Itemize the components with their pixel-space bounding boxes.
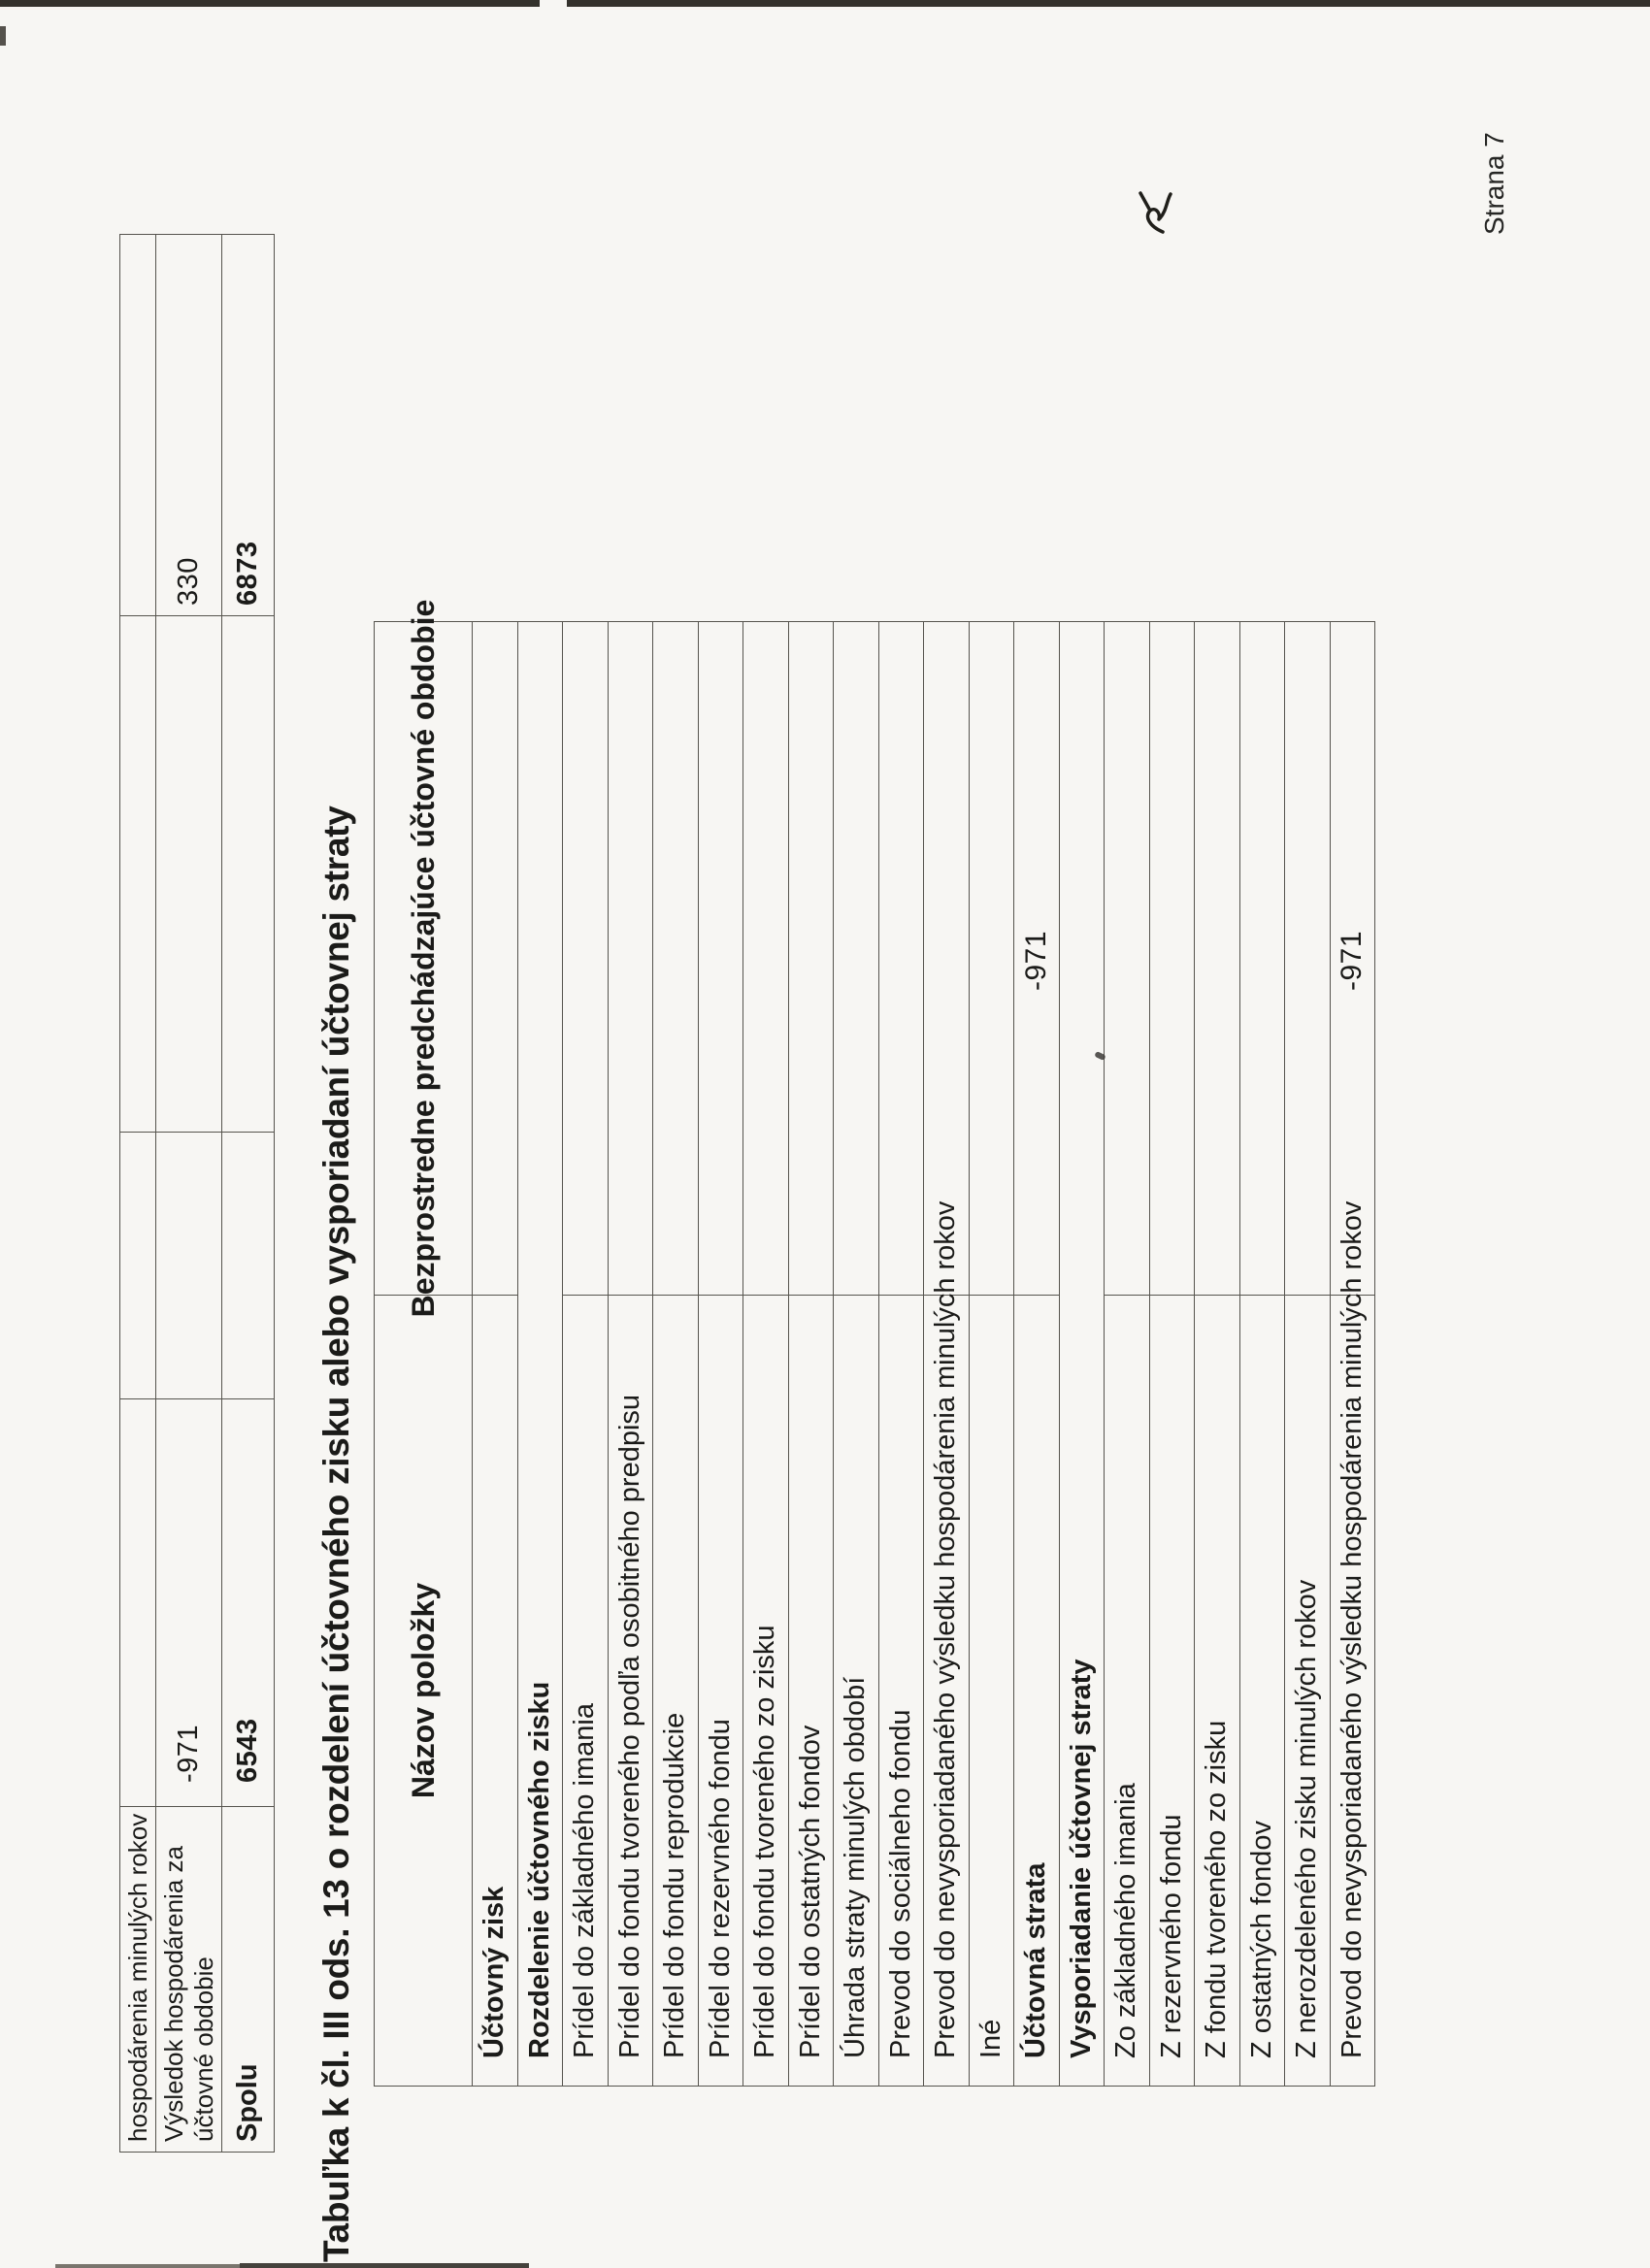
carryover-table: [119, 234, 275, 2153]
carryover-row-label-line: Spolu: [232, 2063, 263, 2142]
carryover-cell: -971: [155, 1398, 221, 1806]
carryover-row-label-line: hospodárenia minulých rokov: [122, 1813, 152, 2142]
row-value-cell: [788, 622, 834, 1295]
carryover-cell: [155, 1132, 221, 1398]
carryover-cell: [221, 1132, 274, 1398]
scan-edge-artifact: [240, 2263, 529, 2268]
column-header-name: Názov položky: [375, 1295, 472, 2086]
row-value-text: -971: [1336, 930, 1369, 991]
row-label: Z fondu tvoreného zo zisku: [1194, 1295, 1239, 2086]
row-value-cell: [472, 622, 517, 1295]
carryover-row-label-line: účtovné obdobie: [188, 1956, 218, 2142]
row-label: Prídel do ostatných fondov: [788, 1295, 834, 2086]
scan-edge-artifact: [55, 2264, 240, 2268]
row-value-cell: [1239, 622, 1285, 1295]
row-label: Účtovná strata: [1013, 1295, 1059, 2086]
column-header-previous-period: Bezprostredne predchádzajúce účtovné obdobie: [405, 599, 441, 1318]
row-label: Prevod do sociálneho fondu: [878, 1295, 924, 2086]
row-value-cell: [923, 622, 969, 1295]
carryover-cell: [155, 615, 221, 1132]
row-label: Prevod do nevysporiadaného výsledku hospodárenia minulých rokov: [923, 1295, 969, 2086]
carryover-cell: 6873: [221, 235, 274, 615]
row-value-cell: [833, 622, 878, 1295]
carryover-cell: 6543: [221, 1398, 274, 1806]
row-label: Z ostatných fondov: [1239, 1295, 1285, 2086]
section-row-label: Rozdelenie účtovného zisku: [517, 622, 563, 2086]
row-value-cell: [1149, 622, 1195, 1295]
section-row-label: Vysporiadanie účtovnej straty: [1059, 622, 1105, 2086]
row-label: Zo základného imania: [1104, 1295, 1149, 2086]
carryover-row-label: [155, 1806, 221, 2152]
carryover-cell: [120, 235, 155, 615]
row-value-text: -971: [1019, 930, 1052, 991]
carryover-cell: [120, 1398, 155, 1806]
carryover-cell: [120, 615, 155, 1132]
row-label: Z nerozdeleného zisku minulých rokov: [1284, 1295, 1330, 2086]
carryover-row-label: [120, 1806, 155, 2152]
page-title: Tabuľka k čl. III ods. 13 o rozdelení účtovného zisku alebo vysporiadaní účtovnej straty: [316, 805, 356, 2262]
row-label: Prídel do základného imania: [562, 1295, 608, 2086]
row-value-cell: [742, 622, 788, 1295]
carryover-cell: 330: [155, 235, 221, 615]
row-value-cell: [1013, 622, 1059, 1295]
row-value-cell: [1330, 622, 1375, 1295]
scan-edge-artifact: [0, 0, 540, 7]
page-number: Strana 7: [1479, 132, 1509, 235]
carryover-row-label: [221, 1806, 274, 2152]
row-label: Prídel do fondu tvoreného zo zisku: [742, 1295, 788, 2086]
row-label: Účtovný zisk: [472, 1295, 517, 2086]
row-label: Úhrada straty minulých období: [833, 1295, 878, 2086]
row-label: Iné: [969, 1295, 1014, 2086]
row-label: Prídel do rezervného fondu: [698, 1295, 743, 2086]
scan-edge-artifact: [567, 0, 1650, 7]
carryover-row-label-line: Výsledok hospodárenia za: [158, 1846, 188, 2142]
row-value-cell: [1284, 622, 1330, 1295]
carryover-cell: [120, 1132, 155, 1398]
row-label: Prídel do fondu tvoreného podľa osobitného predpisu: [608, 1295, 653, 2086]
pen-mark-icon: [1136, 185, 1176, 238]
row-value-cell: [652, 622, 698, 1295]
row-value-cell: [608, 622, 653, 1295]
main-table: [374, 599, 1375, 2087]
row-label: Prevod do nevysporiadaného výsledku hospodárenia minulých rokov: [1330, 1295, 1375, 2086]
carryover-cell: [221, 615, 274, 1132]
row-value-cell: [1104, 622, 1149, 1295]
row-value-cell: [562, 622, 608, 1295]
row-value-cell: [878, 622, 924, 1295]
row-value-cell: [1194, 622, 1239, 1295]
scan-edge-artifact: [0, 26, 6, 46]
row-value-cell: [969, 622, 1014, 1295]
row-value-cell: [698, 622, 743, 1295]
row-label: Prídel do fondu reprodukcie: [652, 1295, 698, 2086]
row-label: Z rezervného fondu: [1149, 1295, 1195, 2086]
